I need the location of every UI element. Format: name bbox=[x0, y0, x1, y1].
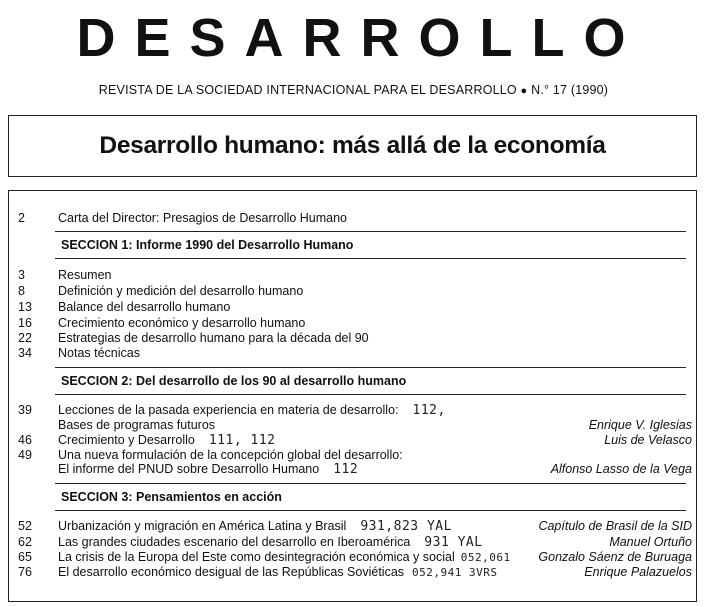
page-number: 13 bbox=[18, 300, 32, 314]
article-title: Estrategias de desarrollo humano para la década del 90 bbox=[58, 331, 369, 345]
handwritten-note: 052,941 3VRS bbox=[412, 566, 498, 579]
article-title: Crecimiento económico y desarrollo humano bbox=[58, 316, 306, 330]
bullet-icon: ● bbox=[520, 85, 528, 97]
article-author: Enrique V. Iglesias bbox=[588, 418, 692, 432]
issue-title-box bbox=[8, 115, 697, 177]
handwritten-note: 112, bbox=[412, 403, 446, 418]
masthead: DESARROLLO bbox=[76, 8, 645, 68]
page-number: 34 bbox=[18, 346, 32, 360]
article-title: Una nueva formulación de la concepción global del desarrollo: bbox=[58, 448, 403, 462]
article-title: Las grandes ciudades escenario del desarrollo en Iberoamérica 931 YAL bbox=[58, 535, 483, 550]
page-number: 52 bbox=[18, 519, 32, 533]
page-number: 2 bbox=[18, 211, 25, 225]
handwritten-note: 112 bbox=[333, 462, 359, 477]
article-author: Manuel Ortuño bbox=[609, 535, 692, 549]
article-author: Alfonso Lasso de la Vega bbox=[550, 462, 692, 476]
article-author: Gonzalo Sáenz de Buruaga bbox=[538, 550, 692, 564]
journal-name: REVISTA DE LA SOCIEDAD INTERNACIONAL PARA EL DESARROLLO bbox=[98, 83, 517, 97]
article-title: Carta del Director: Presagios de Desarrollo Humano bbox=[58, 211, 348, 225]
article-title: Urbanización y migración en América Latina y Brasil 931,823 YAL bbox=[58, 519, 452, 534]
page-number: 62 bbox=[18, 535, 32, 549]
article-title: Notas técnicas bbox=[58, 346, 140, 360]
article-subtitle: El informe del PNUD sobre Desarrollo Humano 112 bbox=[58, 462, 359, 477]
article-title: El desarrollo económico desigual de las Repúblicas Soviéticas 052,941 3VRS bbox=[58, 565, 498, 579]
article-author: Enrique Palazuelos bbox=[584, 565, 692, 579]
handwritten-note: 931 YAL bbox=[424, 535, 483, 550]
article-title: Lecciones de la pasada experiencia en materia de desarrollo: 112, bbox=[58, 403, 446, 418]
article-title: Definición y medición del desarrollo humano bbox=[58, 284, 304, 298]
article-title: Balance del desarrollo humano bbox=[58, 300, 231, 314]
article-author: Luis de Velasco bbox=[604, 433, 692, 447]
page-number: 49 bbox=[18, 448, 32, 462]
issue-number: N.° 17 (1990) bbox=[531, 83, 609, 97]
page-number: 3 bbox=[18, 268, 25, 282]
page-number: 8 bbox=[18, 284, 25, 298]
handwritten-note: 931,823 YAL bbox=[360, 519, 452, 534]
article-author: Capítulo de Brasil de la SID bbox=[538, 519, 692, 533]
issue-title: Desarrollo humano: más allá de la economía bbox=[99, 132, 606, 159]
section-heading: SECCION 1: Informe 1990 del Desarrollo Humano bbox=[55, 231, 686, 259]
article-title: Resumen bbox=[58, 268, 112, 282]
journal-subtitle bbox=[0, 83, 707, 97]
page-number: 76 bbox=[18, 565, 32, 579]
table-of-contents bbox=[8, 190, 697, 602]
article-title: Crecimiento y Desarrollo 111, 112 bbox=[58, 433, 276, 448]
article-subtitle: Bases de programas futuros bbox=[58, 418, 216, 432]
article-title: La crisis de la Europa del Este como desintegración económica y social 052,061 bbox=[58, 550, 511, 564]
handwritten-note: 052,061 bbox=[460, 551, 511, 564]
page-number: 46 bbox=[18, 433, 32, 447]
page-number: 39 bbox=[18, 403, 32, 417]
page-number: 22 bbox=[18, 331, 32, 345]
section-heading: SECCION 3: Pensamientos en acción bbox=[55, 483, 686, 511]
page-number: 65 bbox=[18, 550, 32, 564]
handwritten-note: 111, 112 bbox=[208, 433, 276, 448]
page-number: 16 bbox=[18, 316, 32, 330]
section-heading: SECCION 2: Del desarrollo de los 90 al desarrollo humano bbox=[55, 367, 686, 395]
